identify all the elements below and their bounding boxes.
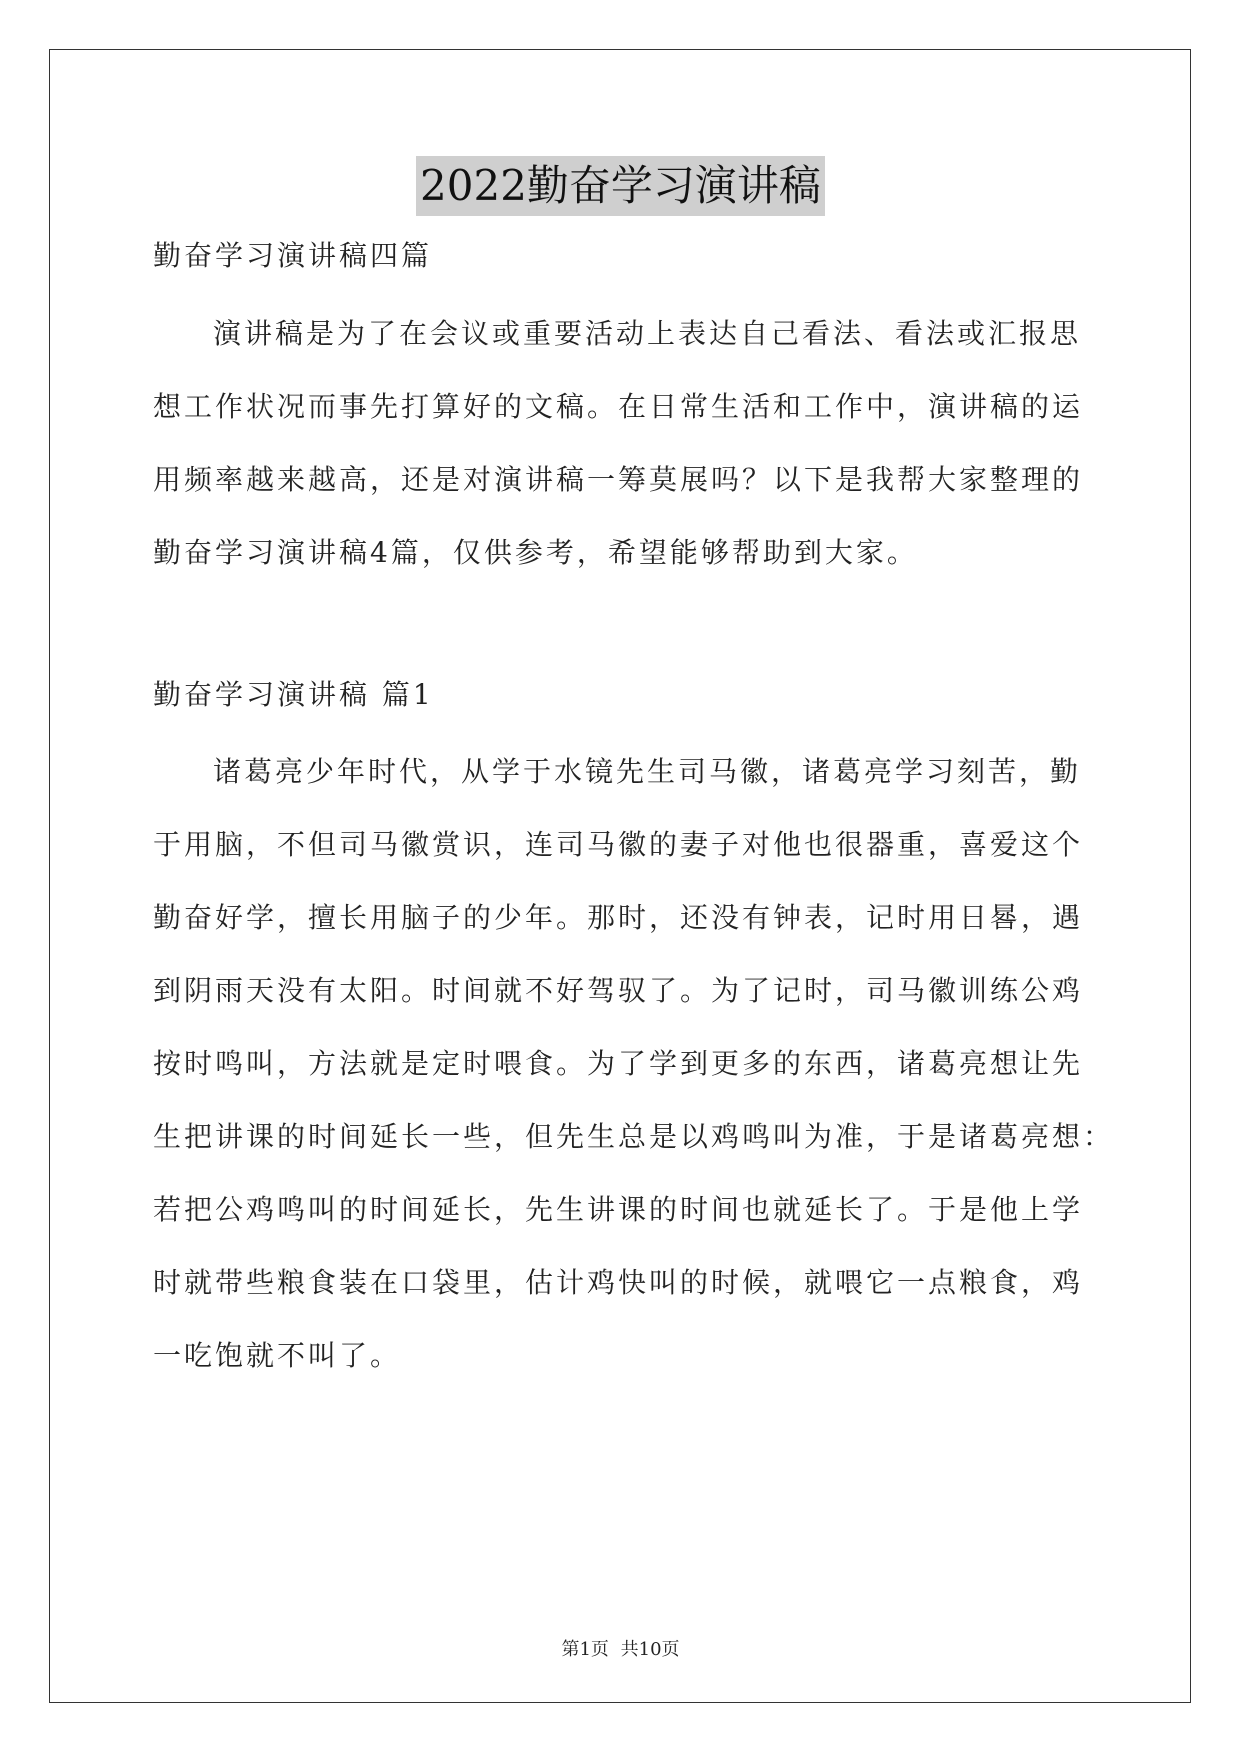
- page-total: 共10页: [620, 1639, 680, 1660]
- body-line: 勤奋好学，擅长用脑子的少年。那时，还没有钟表，记时用日晷，遇: [153, 901, 1084, 934]
- body-line: 于用脑，不但司马徽赏识，连司马徽的妻子对他也很器重，喜爱这个: [153, 828, 1084, 861]
- page-number: 第1页: [561, 1639, 609, 1660]
- body-line: 时就带些粮食装在口袋里，估计鸡快叫的时候，就喂它一点粮食，鸡: [153, 1266, 1084, 1299]
- intro-line: 想工作状况而事先打算好的文稿。在日常生活和工作中，演讲稿的运: [153, 390, 1084, 423]
- intro-line: 用频率越来越高，还是对演讲稿一筹莫展吗？以下是我帮大家整理的: [153, 463, 1084, 496]
- body-line: 生把讲课的时间延长一些，但先生总是以鸡鸣叫为准，于是诸葛亮想：: [153, 1120, 1115, 1153]
- subtitle: 勤奋学习演讲稿四篇: [153, 239, 433, 272]
- page-footer: [0, 1635, 1241, 1661]
- intro-line: 勤奋学习演讲稿4篇，仅供参考，希望能够帮助到大家。: [153, 536, 918, 569]
- body-line: 诸葛亮少年时代，从学于水镜先生司马徽，诸葛亮学习刻苦，勤: [213, 755, 1082, 788]
- body-line: 按时鸣叫，方法就是定时喂食。为了学到更多的东西，诸葛亮想让先: [153, 1047, 1084, 1080]
- title-container: [0, 156, 1241, 216]
- intro-line: 演讲稿是为了在会议或重要活动上表达自己看法、看法或汇报思: [213, 317, 1082, 350]
- section-heading: 勤奋学习演讲稿 篇1: [153, 678, 434, 711]
- body-line: 一吃饱就不叫了。: [153, 1339, 402, 1372]
- page-border: [49, 49, 1191, 1703]
- body-line: 到阴雨天没有太阳。时间就不好驾驭了。为了记时，司马徽训练公鸡: [153, 974, 1084, 1007]
- body-line: 若把公鸡鸣叫的时间延长，先生讲课的时间也就延长了。于是他上学: [153, 1193, 1084, 1226]
- document-title: 2022勤奋学习演讲稿: [416, 156, 825, 216]
